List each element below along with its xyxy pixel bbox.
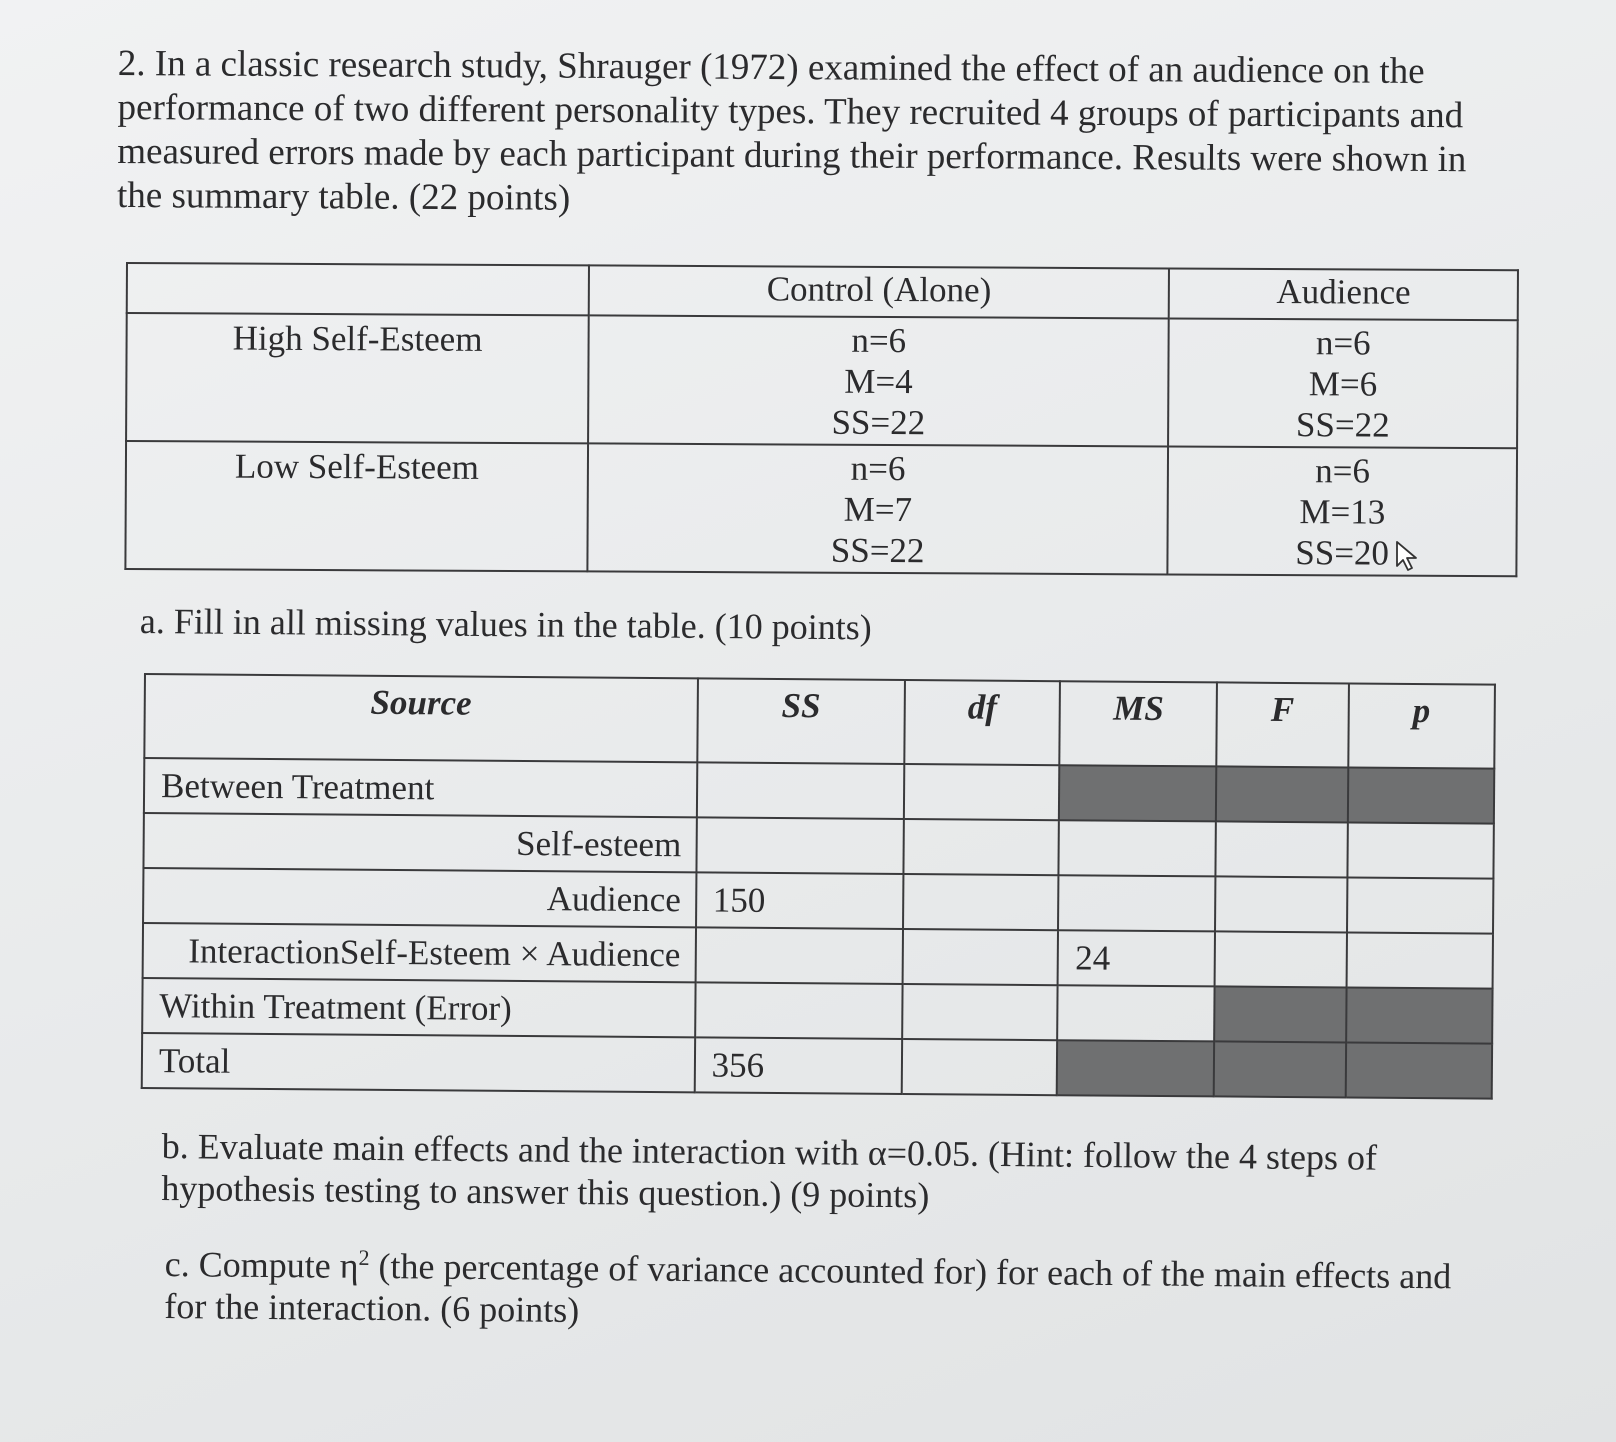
- anova-cell-total-ms-shaded: [1057, 1040, 1214, 1096]
- anova-cell-self-esteem-ms: [1059, 820, 1216, 876]
- anova-cell-interaction-p: [1346, 932, 1493, 988]
- anova-cell-total-f-shaded: [1214, 1041, 1346, 1097]
- question-intro: 2. In a classic research study, Shrauger (1972) examined the effect of an audience on the performance of two different personality types. They recruited 4 groups of participants and measured errors made by each participant during their performance. Results were shown in the summary table. (22 points): [116, 42, 1467, 219]
- stats-row-low: [125, 441, 1517, 576]
- anova-cell-between-p-shaded: [1347, 767, 1494, 823]
- stat-n: n=6: [851, 320, 907, 361]
- stats-row-high: [126, 313, 1518, 448]
- stat-mean: M=6: [1308, 364, 1378, 404]
- anova-cell-interaction-ms: 24: [1058, 930, 1215, 986]
- anova-cell-between-ss: [696, 762, 904, 819]
- anova-row-total: [142, 1033, 1492, 1099]
- part-c-superscript: 2: [358, 1244, 370, 1270]
- part-c-instruction: [164, 1235, 1485, 1340]
- anova-source-total: Total: [142, 1033, 695, 1092]
- anova-cell-audience-ms: [1058, 875, 1215, 931]
- anova-header-p: p: [1348, 683, 1495, 768]
- anova-source-between: Between Treatment: [144, 758, 697, 817]
- stats-col-header-control: Control (Alone): [589, 265, 1170, 318]
- stat-n: n=6: [1315, 323, 1371, 363]
- anova-cell-total-ss: 356: [694, 1037, 902, 1094]
- stat-mean: M=4: [844, 361, 913, 402]
- stat-mean: M=7: [843, 489, 913, 530]
- anova-header-source: Source: [144, 674, 697, 762]
- stats-row-label-low: Low Self-Esteem: [125, 441, 588, 571]
- anova-header-ss: SS: [697, 678, 905, 764]
- anova-cell-within-f-shaded: [1214, 986, 1346, 1042]
- anova-cell-self-esteem-f: [1215, 821, 1347, 877]
- anova-source-self-esteem: Self-esteem: [143, 813, 696, 872]
- anova-cell-audience-df: [903, 874, 1059, 930]
- stat-mean: M=13: [1299, 492, 1386, 532]
- anova-source-interaction: InteractionSelf-Esteem × Audience: [143, 923, 696, 982]
- stat-ss: SS=22: [1295, 405, 1390, 445]
- anova-cell-self-esteem-p: [1347, 822, 1494, 878]
- stat-n: n=6: [1315, 451, 1371, 491]
- anova-cell-total-p-shaded: [1345, 1042, 1492, 1098]
- stats-cell-high-control: [588, 315, 1169, 446]
- stats-cell-low-audience: [1168, 446, 1517, 576]
- anova-header-f: F: [1216, 682, 1348, 767]
- anova-cell-within-ms: [1058, 985, 1215, 1041]
- stats-row-label-high: High Self-Esteem: [126, 313, 589, 443]
- anova-source-within: Within Treatment (Error): [142, 978, 695, 1037]
- anova-summary-table: [141, 673, 1496, 1100]
- stats-cell-high-audience: [1168, 318, 1517, 448]
- stats-corner-cell: [127, 263, 589, 315]
- anova-header-ms: MS: [1060, 681, 1217, 766]
- anova-source-audience: Audience: [143, 868, 696, 927]
- anova-cell-within-p-shaded: [1346, 987, 1493, 1043]
- stat-ss: SS=20: [1295, 533, 1390, 573]
- stat-n: n=6: [850, 448, 906, 489]
- anova-cell-total-df: [902, 1039, 1058, 1095]
- anova-cell-within-ss: [695, 982, 903, 1039]
- part-c-prefix: c. Compute η: [164, 1243, 359, 1286]
- anova-cell-within-df: [902, 984, 1058, 1040]
- part-c-suffix: (the percentage of variance accounted for) for each of the main effects and for the interaction. (6 points): [164, 1245, 1452, 1330]
- anova-cell-audience-ss: 150: [696, 872, 904, 929]
- anova-header-df: df: [904, 680, 1060, 765]
- anova-cell-audience-p: [1347, 877, 1494, 933]
- stat-ss: SS=22: [831, 402, 926, 443]
- anova-cell-between-ms-shaded: [1059, 765, 1216, 821]
- mouse-pointer-icon: [1395, 540, 1421, 572]
- stats-col-header-audience: Audience: [1169, 268, 1518, 320]
- anova-header-row: [144, 674, 1495, 769]
- anova-cell-between-df: [904, 764, 1060, 820]
- anova-cell-interaction-f: [1215, 931, 1347, 987]
- stat-ss: SS=22: [830, 530, 925, 571]
- summary-stats-table: [124, 262, 1519, 577]
- part-b-instruction: b. Evaluate main effects and the interaction with α=0.05. (Hint: follow the 4 steps of hypothesis testing to answer this question.) (9 points): [161, 1126, 1378, 1216]
- part-a-instruction: a. Fill in all missing values in the table. (10 points): [139, 600, 872, 648]
- anova-cell-audience-f: [1215, 876, 1347, 932]
- anova-cell-self-esteem-df: [903, 819, 1059, 875]
- anova-cell-interaction-df: [903, 929, 1059, 985]
- stats-header-row: [127, 263, 1518, 320]
- anova-cell-self-esteem-ss: [696, 817, 904, 874]
- stats-cell-low-control: [587, 443, 1168, 574]
- anova-cell-interaction-ss: [695, 927, 903, 984]
- anova-cell-between-f-shaded: [1216, 766, 1348, 822]
